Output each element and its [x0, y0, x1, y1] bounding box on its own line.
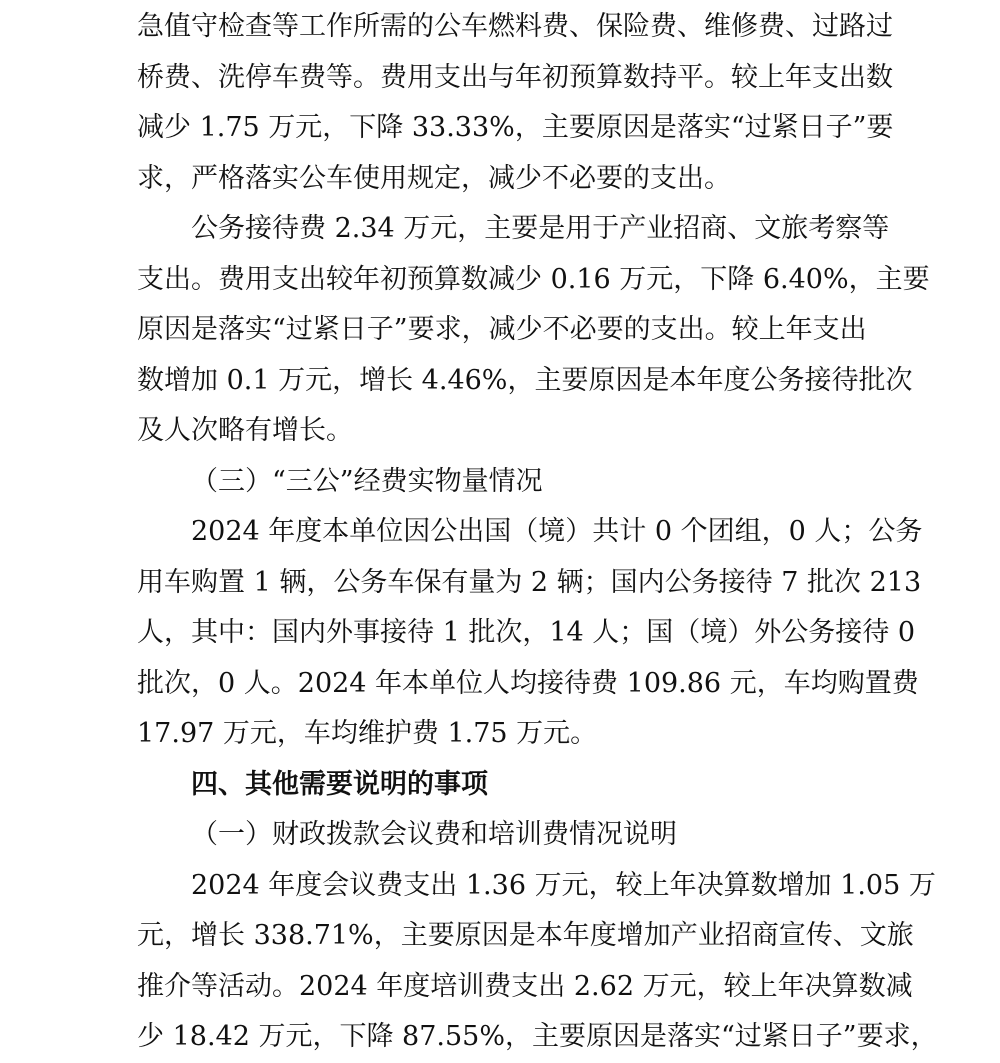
document-page: [137, 0, 938, 1063]
text-line: 公务接待费 2.34 万元，主要是用于产业招商、文旅考察等: [191, 213, 890, 244]
text-line: 用车购置 1 辆，公务车保有量为 2 辆；国内公务接待 7 批次 213: [137, 566, 922, 598]
text-line: 求，严格落实公车使用规定，减少不必要的支出。: [137, 162, 731, 194]
text-line: 原因是落实“过紧日子”要求，减少不必要的支出。较上年支出: [137, 314, 867, 345]
text-line: 人，其中：国内外事接待 1 批次，14 人；国（境）外公务接待 0: [137, 617, 916, 648]
paragraph-meeting-training-expense: [137, 861, 938, 1063]
paragraph-vehicle-expense-continued: [137, 2, 894, 204]
subheading-three-public-physical: （三）“三公”经费实物量情况: [191, 465, 543, 497]
text-line: 急值守检查等工作所需的公车燃料费、保险费、维修费、过路过: [137, 11, 893, 42]
text-line: 元，增长 338.71%，主要原因是本年度增加产业招商宣传、文旅: [137, 920, 914, 951]
text-line: 17.97 万元，车均维护费 1.75 万元。: [137, 718, 598, 749]
subheading-meeting-training: （一）财政拨款会议费和培训费情况说明: [191, 819, 677, 850]
section-heading-other-matters: 四、其他需要说明的事项: [191, 768, 488, 800]
text-line: 减少 1.75 万元，下降 33.33%，主要原因是落实“过紧日子”要: [137, 112, 894, 143]
text-line: 桥费、洗停车费等。费用支出与年初预算数持平。较上年支出数: [137, 61, 893, 93]
text-line: 及人次略有增长。: [137, 415, 353, 446]
text-line: 批次，0 人。2024 年本单位人均接待费 109.86 元，车均购置费: [137, 667, 919, 699]
text-line: 推介等活动。2024 年度培训费支出 2.62 万元，较上年决算数减: [137, 970, 913, 1002]
text-line: 少 18.42 万元，下降 87.55%，主要原因是落实“过紧日子”要求，: [137, 1021, 938, 1052]
paragraph-physical-quantity: [137, 507, 923, 760]
text-line: 支出。费用支出较年初预算数减少 0.16 万元，下降 6.40%，主要: [137, 263, 930, 295]
text-line: 数增加 0.1 万元，增长 4.46%，主要原因是本年度公务接待批次: [137, 364, 913, 396]
paragraph-reception-expense: [137, 204, 930, 457]
text-line: 2024 年度会议费支出 1.36 万元，较上年决算数增加 1.05 万: [191, 869, 936, 901]
text-line: 2024 年度本单位因公出国（境）共计 0 个团组，0 人；公务: [191, 516, 923, 547]
